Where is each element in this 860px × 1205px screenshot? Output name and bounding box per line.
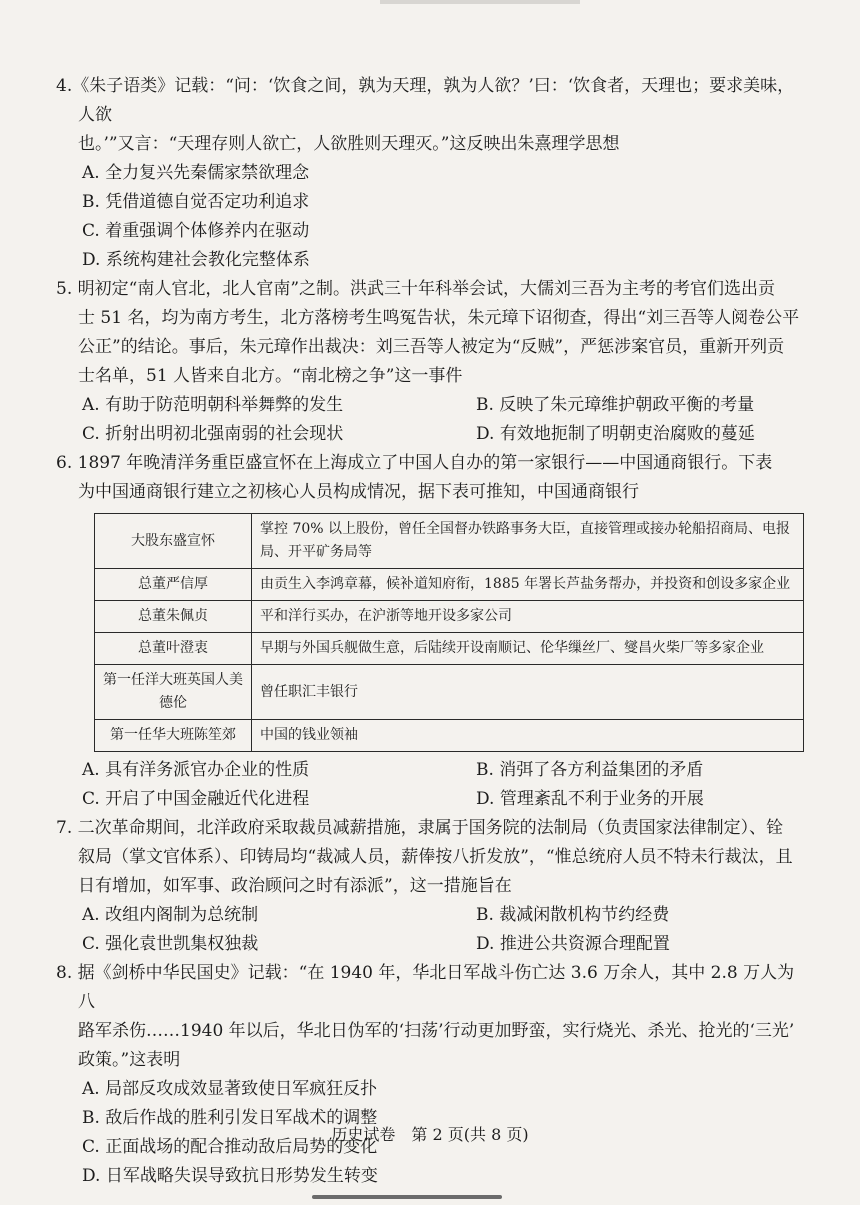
table-row [95, 601, 804, 633]
table-cell-role: 第一任洋大班英国人美德伦 [95, 665, 252, 720]
table-cell-desc: 掌控 70% 以上股份，曾任全国督办铁路事务大臣，直接管理或接办轮船招商局、电报局、开平矿务局等 [252, 514, 804, 569]
question-6-stem: 6. 1897 年晚清洋务重臣盛宣怀在上海成立了中国人自办的第一家银行——中国通商银行。下表 为中国通商银行建立之初核心人员构成情况，据下表可推知，中国通商银行 [56, 453, 773, 502]
table-row [95, 665, 804, 720]
option-a[interactable]: A. 局部反攻成效显著致使日军疯狂反扑 [82, 1079, 378, 1099]
question-5 [56, 275, 808, 449]
option-row [56, 420, 808, 449]
table-cell-desc: 早期与外国兵舰做生意，后陆续开设南顺记、伦华缫丝厂、燮昌火柴厂等多家企业 [252, 633, 804, 665]
table-cell-desc: 由贡生入李鸿章幕，候补道知府衔，1885 年署长芦盐务帮办，并投资和创设多家企业 [252, 569, 804, 601]
option-row [56, 930, 808, 959]
option-a[interactable]: A. 具有洋务派官办企业的性质 [82, 760, 310, 780]
option-c[interactable]: C. 着重强调个体修养内在驱动 [82, 221, 310, 241]
option-row [56, 391, 808, 420]
question-8 [56, 959, 808, 1191]
option-a[interactable]: A. 有助于防范明朝科举舞弊的发生 [82, 395, 344, 415]
option-row [56, 756, 808, 785]
table-cell-role: 第一任华大班陈笙郊 [95, 720, 252, 752]
scan-edge-mark [312, 1195, 502, 1199]
scan-edge-mark [380, 0, 580, 4]
option-b[interactable]: B. 敌后作战的胜利引发日军战术的调整 [82, 1108, 378, 1128]
option-row [56, 785, 808, 814]
question-6 [56, 449, 808, 814]
option-d[interactable]: D. 管理紊乱不利于业务的开展 [476, 789, 704, 809]
table-cell-role: 大股东盛宣怀 [95, 514, 252, 569]
table-cell-desc: 中国的钱业领袖 [252, 720, 804, 752]
option-b[interactable]: B. 裁减闲散机构节约经费 [476, 905, 670, 925]
option-row [56, 901, 808, 930]
option-d[interactable]: D. 日军战略失误导致抗日形势发生转变 [82, 1166, 378, 1186]
option-c[interactable]: C. 折射出明初北强南弱的社会现状 [82, 424, 344, 444]
table-cell-desc: 平和洋行买办，在沪浙等地开设多家公司 [252, 601, 804, 633]
question-5-stem: 5. 明初定“南人官北，北人官南”之制。洪武三十年科举会试，大儒刘三吾为主考的考官们选出贡 士 51 名，均为南方考生，北方落榜考生鸣冤告状，朱元璋下诏彻查，得出“刘三吾等人阅卷公平 公正”的结论。事后，朱元璋作出裁决：刘三吾等人被定为“反贼”，严惩涉案官员，重新开列贡 士名单，51 人皆来自北方。“南北榜之争”这一事件 [56, 279, 800, 386]
table-row [95, 569, 804, 601]
table-row [95, 633, 804, 665]
option-d[interactable]: D. 系统构建社会教化完整体系 [82, 250, 310, 270]
question-7-stem: 7. 二次革命期间，北洋政府采取裁员减薪措施，隶属于国务院的法制局（负责国家法律制定）、铨 叙局（掌文官体系）、印铸局均“裁减人员，薪俸按八折发放”，“惟总统府人员不特未行裁汰，且 日有增加，如军事、政治顾问之时有添派”，这一措施旨在 [56, 818, 793, 896]
table-cell-role: 总董朱佩贞 [95, 601, 252, 633]
option-b[interactable]: B. 反映了朱元璋维护朝政平衡的考量 [476, 395, 755, 415]
option-d[interactable]: D. 推进公共资源合理配置 [476, 934, 670, 954]
option-b[interactable]: B. 消弭了各方利益集团的矛盾 [476, 760, 704, 780]
question-4-stem: 4.《朱子语类》记载：“问：‘饮食之间，孰为天理，孰为人欲？’曰：‘饮食者，天理也；要求美味，人欲 也。’”又言：“天理存则人欲亡，人欲胜则天理灭。”这反映出朱熹理学思想 [56, 76, 795, 154]
table-cell-desc: 曾任职汇丰银行 [252, 665, 804, 720]
option-c[interactable]: C. 强化袁世凯集权独裁 [82, 934, 259, 954]
option-d[interactable]: D. 有效地扼制了明朝吏治腐败的蔓延 [476, 424, 755, 444]
table-cell-role: 总董严信厚 [95, 569, 252, 601]
question-8-stem: 8. 据《剑桥中华民国史》记载：“在 1940 年，华北日军战斗伤亡达 3.6 万余人，其中 2.8 万人为八 路军杀伤……1940 年以后，华北日伪军的‘扫荡’行动更加野蛮，实行烧光、杀光、抢光的‘三光’ 政策。”这表明 [56, 963, 795, 1070]
option-a[interactable]: A. 改组内阁制为总统制 [82, 905, 259, 925]
table-cell-role: 总董叶澄衷 [95, 633, 252, 665]
option-c[interactable]: C. 开启了中国金融近代化进程 [82, 789, 310, 809]
option-c[interactable]: C. 正面战场的配合推动敌后局势的变化 [82, 1137, 378, 1157]
page-footer: 历史试卷 第 2 页(共 8 页) [331, 1125, 529, 1144]
option-b[interactable]: B. 凭借道德自觉否定功利追求 [82, 192, 310, 212]
table-row [95, 720, 804, 752]
question-list [56, 72, 808, 1191]
question-4 [56, 72, 808, 275]
option-a[interactable]: A. 全力复兴先秦儒家禁欲理念 [82, 163, 310, 183]
question-7 [56, 814, 808, 959]
personnel-table [94, 513, 804, 752]
table-row [95, 514, 804, 569]
